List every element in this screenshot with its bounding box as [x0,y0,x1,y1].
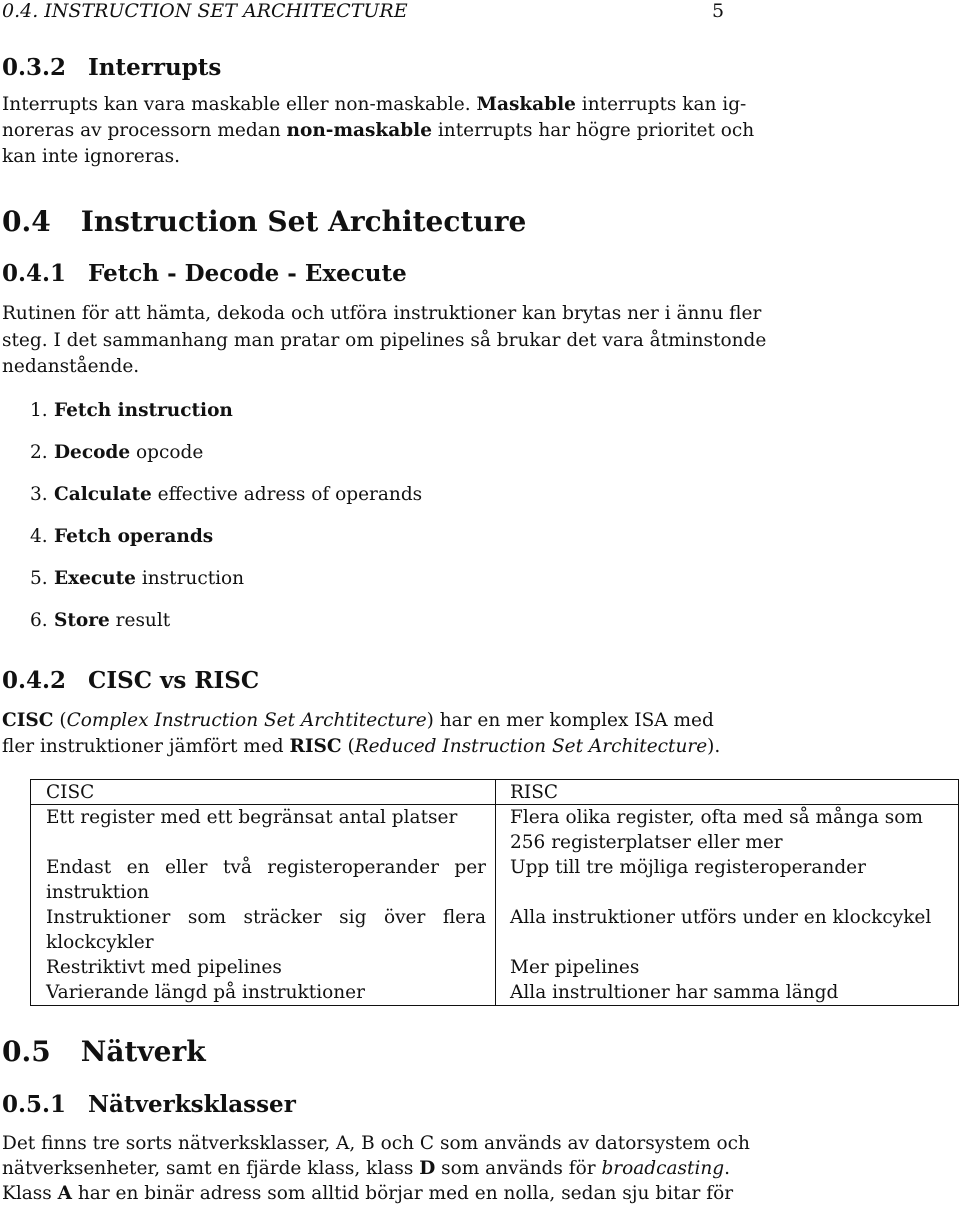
text-run: fler instruktioner jämfört med [2,736,290,757]
list-item [30,610,170,631]
table-cell-cisc: Ett register med ett begränsat antal platser [46,807,458,828]
table-cell-risc: Mer pipelines [510,957,640,978]
table-cell-cisc: Restriktivt med pipelines [46,957,282,978]
text-run: interrupts har högre prioritet och [437,120,755,141]
text-run: interrupts kan ig- [581,94,747,115]
text-run: ). [707,736,721,757]
paragraph-line: steg. I det sammanhang man pratar om pipelines så brukar det vara åtminstonde [2,330,767,351]
list-item [30,526,213,547]
list-item-text: instruction [135,568,245,589]
section-heading-isa [2,205,526,238]
list-item-number: 2. [30,442,48,463]
section-number: 0.5 [2,1035,51,1068]
table-border-middle [495,779,496,1006]
list-item-keyword: Calculate [54,484,152,505]
section-heading-network [2,1035,206,1068]
list-item-text: result [109,610,171,631]
text-run: . [724,1158,731,1179]
section-title: Instruction Set Architecture [80,205,527,238]
list-item-text: effective adress of operands [151,484,423,505]
text-run: Interrupts kan vara maskable eller non-maskable. [2,94,471,115]
subsection-number: 0.4.2 [2,667,67,694]
table-cell-cisc: Instruktioner som sträcker sig över flera klockcykler [46,907,486,953]
paragraph-line: Det finns tre sorts nätverksklasser, A, B och C som används av datorsystem och [2,1133,750,1154]
bold-term: CISC [2,710,54,731]
paragraph-line [2,120,754,141]
text-run: Klass [2,1183,58,1204]
list-item [30,400,233,421]
subsection-number: 0.3.2 [2,54,67,81]
list-item-number: 1. [30,400,48,421]
bold-term: D [419,1158,436,1179]
list-item-keyword: Fetch operands [54,526,214,547]
text-run: som används för [435,1158,602,1179]
table-border-left [30,779,31,1006]
italic-term: broadcasting [601,1158,725,1179]
list-item-keyword: Decode [54,442,131,463]
bold-term: A [57,1183,72,1204]
text-run: noreras av processorn medan [2,120,281,141]
paragraph-line: nedanstående. [2,356,140,377]
table-cell-cisc: Endast en eller två registeroperander per instruktion [46,857,486,903]
table-header-cisc: CISC [46,782,95,803]
section-title: Nätverk [80,1035,206,1068]
paragraph-line: kan inte ignoreras. [2,146,180,167]
list-item-keyword: Execute [54,568,136,589]
list-item [30,484,422,505]
text-run: ( [341,736,355,757]
subsection-title: Interrupts [88,54,222,81]
bold-term: RISC [289,736,342,757]
bold-term: non-maskable [286,120,432,141]
list-item-keyword: Fetch instruction [54,400,233,421]
list-item [30,442,203,463]
text-run: ( [53,710,67,731]
table-cell-risc: Alla instrultioner har samma längd [510,982,839,1003]
list-item-number: 3. [30,484,48,505]
subsection-title: CISC vs RISC [88,667,260,694]
table-cell-risc: Flera olika register, ofta med så många som 256 registerplatser eller mer [510,807,923,853]
paragraph-line [2,1158,730,1179]
subsection-heading-cisc [2,667,259,694]
list-item-number: 4. [30,526,48,547]
running-title: 0.4. INSTRUCTION SET ARCHITECTURE [2,0,408,22]
list-item-keyword: Store [54,610,110,631]
subsection-heading-fde [2,260,407,287]
subsection-heading-interrupts [2,54,221,81]
paragraph-line [2,736,720,757]
table-header-risc: RISC [510,782,559,803]
list-item-number: 5. [30,568,48,589]
list-item [30,568,244,589]
text-run: har en binär adress som alltid börjar med en nolla, sedan sju bitar för [72,1183,734,1204]
text-run: nätverksenheter, samt en fjärde klass, klass [2,1158,420,1179]
paragraph-line: Rutinen för att hämta, dekoda och utföra instruktioner kan brytas ner i ännu fler [2,303,762,324]
section-number: 0.4 [2,205,51,238]
paragraph-line [2,710,714,731]
paragraph-line [2,94,746,115]
subsection-title: Nätverksklasser [88,1091,296,1118]
subsection-number: 0.4.1 [2,260,67,287]
list-item-text: opcode [130,442,204,463]
subsection-heading-netclass [2,1091,296,1118]
table-cell-risc: Upp till tre möjliga registeroperander [510,857,866,878]
list-item-number: 6. [30,610,48,631]
paragraph-line [2,1183,733,1204]
table-border-right [958,779,959,1006]
italic-term: Complex Instruction Set Archtitecture [66,710,427,731]
subsection-title: Fetch - Decode - Execute [88,260,407,287]
page-number: 5 [712,0,725,22]
subsection-number: 0.5.1 [2,1091,67,1118]
table-cell-risc: Alla instruktioner utförs under en klockcykel [510,907,932,928]
text-run: ) har en mer komplex ISA med [426,710,714,731]
bold-term: Maskable [476,94,576,115]
italic-term: Reduced Instruction Set Architecture [354,736,708,757]
table-cell-cisc: Varierande längd på instruktioner [46,982,365,1003]
